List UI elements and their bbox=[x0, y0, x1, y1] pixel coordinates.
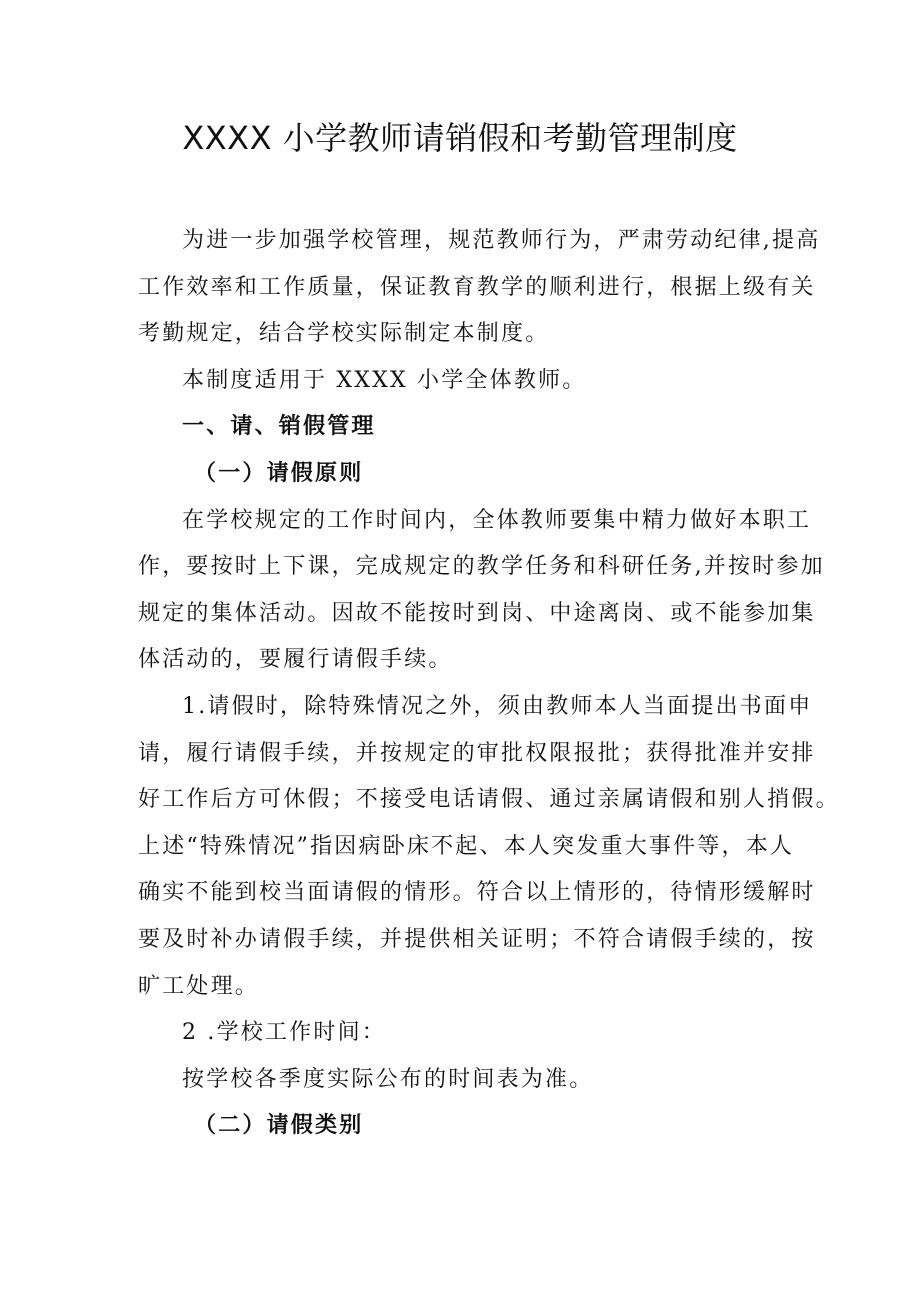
item-1-line: 好工作后方可休假；不接受电话请假、通过亲属请假和别人捎假。 bbox=[138, 787, 840, 813]
intro-line: 工作效率和工作质量，保证教育教学的顺利进行，根据上级有关 bbox=[138, 274, 816, 300]
item-2-text: 按学校各季度实际公布的时间表为准。 bbox=[182, 1066, 594, 1092]
document-title: XXXX 小学教师请销假和考勤管理制度 bbox=[182, 119, 738, 157]
intro-paragraph bbox=[138, 218, 821, 265]
item-1-paragraph-cont bbox=[138, 731, 840, 1011]
principle-paragraph bbox=[138, 498, 812, 545]
scope-paragraph: 本制度适用于 XXXX 小学全体教师。 bbox=[182, 367, 587, 393]
principle-line: 在学校规定的工作时间内，全体教师要集中精力做好本职工 bbox=[182, 507, 812, 533]
subsection-heading-1: （一）请假原则 bbox=[194, 460, 364, 486]
intro-line: 考勤规定，结合学校实际制定本制度。 bbox=[138, 321, 550, 347]
section-heading-1: 一、请、销假管理 bbox=[182, 414, 376, 440]
item-2-heading: 2 .学校工作时间： bbox=[182, 1020, 386, 1046]
item-1-line: 旷工处理。 bbox=[138, 973, 260, 999]
principle-line: 作，要按时上下课，完成规定的教学任务和科研任务,并按时参加 bbox=[138, 554, 825, 580]
subsection-heading-2: （二）请假类别 bbox=[194, 1113, 364, 1139]
item-1-line: 1.请假时，除特殊情况之外，须由教师本人当面提出书面申 bbox=[182, 693, 813, 719]
intro-line: 为进一步加强学校管理，规范教师行为，严肃劳动纪律,提高 bbox=[182, 228, 821, 253]
item-1-paragraph bbox=[138, 684, 813, 731]
document-body bbox=[138, 218, 840, 1150]
principle-line: 规定的集体活动。因故不能按时到岗、中途离岗、或不能参加集 bbox=[138, 600, 816, 626]
item-1-line: 请，履行请假手续，并按规定的审批权限报批；获得批准并安排 bbox=[138, 740, 816, 766]
item-1-line: 要及时补办请假手续，并提供相关证明；不符合请假手续的，按 bbox=[138, 926, 816, 952]
principle-paragraph-cont bbox=[138, 544, 825, 684]
item-1-line: 确实不能到校当面请假的情形。符合以上情形的，待情形缓解时 bbox=[138, 880, 816, 906]
intro-paragraph-cont bbox=[138, 265, 816, 358]
principle-line: 体活动的，要履行请假手续。 bbox=[138, 647, 453, 673]
item-1-line: 上述“特殊情况”指因病卧床不起、本人突发重大事件等，本人 bbox=[138, 833, 795, 859]
